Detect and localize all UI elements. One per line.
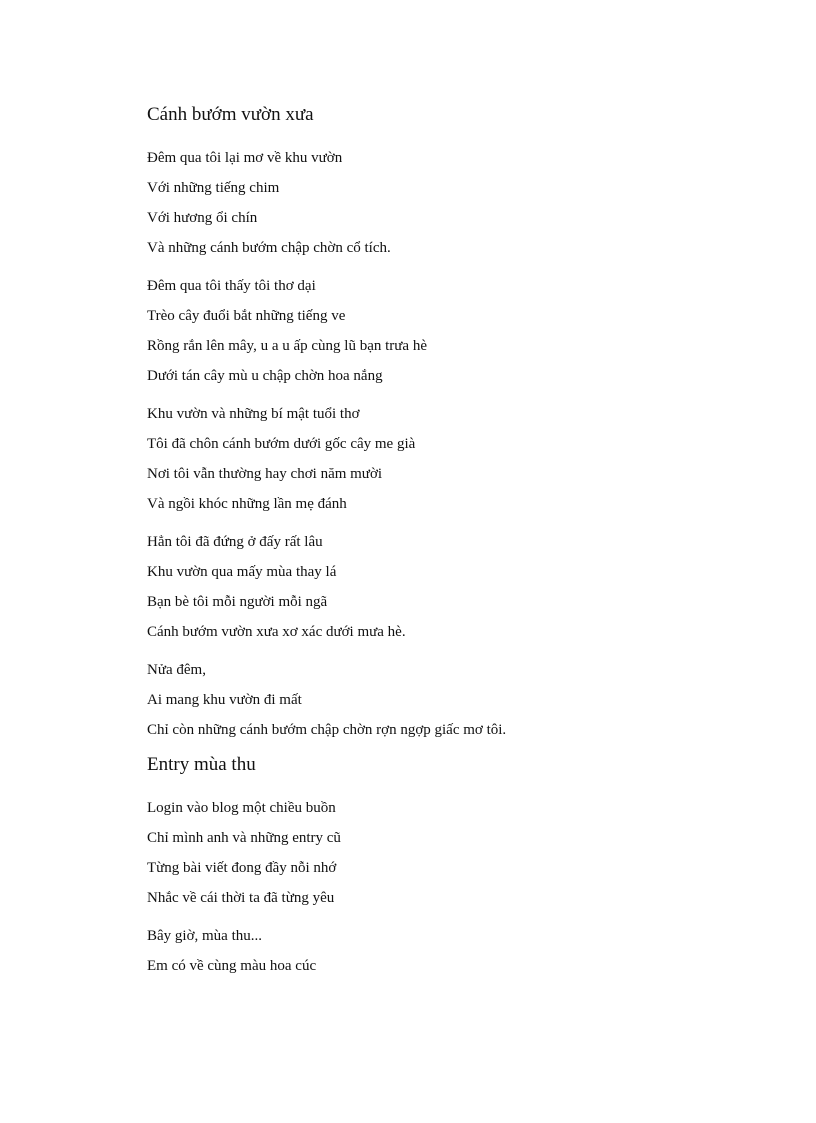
poem-line: Với những tiếng chim — [147, 180, 280, 196]
stanza — [147, 527, 787, 647]
poem-line: Em có về cùng màu hoa cúc — [147, 958, 317, 974]
stanza — [147, 921, 787, 981]
poem-line: Trèo cây đuổi bắt những tiếng ve — [147, 308, 346, 324]
stanza — [147, 143, 787, 263]
poem-line: Cánh bướm vườn xưa xơ xác dưới mưa hè. — [147, 624, 406, 640]
poem-title: Cánh bướm vườn xưa — [147, 104, 314, 125]
poem-line: Đêm qua tôi thấy tôi thơ dại — [147, 278, 316, 294]
poem-line: Khu vườn và những bí mật tuổi thơ — [147, 406, 360, 422]
poem-line: Bạn bè tôi mỗi người mỗi ngã — [147, 594, 328, 610]
poem-line: Rồng rắn lên mây, u a u ấp cùng lũ bạn trưa hè — [147, 338, 427, 354]
poem-line: Khu vườn qua mấy mùa thay lá — [147, 564, 337, 580]
stanza — [147, 399, 787, 519]
poem-line: Nửa đêm, — [147, 662, 206, 678]
poem-line: Và những cánh bướm chập chờn cổ tích. — [147, 240, 391, 256]
stanza — [147, 793, 787, 913]
poem — [147, 103, 787, 753]
poem-title: Entry mùa thu — [147, 754, 256, 775]
poem-line: Từng bài viết đong đầy nỗi nhớ — [147, 860, 337, 876]
poem-line: Login vào blog một chiều buồn — [147, 800, 336, 816]
poem-line: Với hương ổi chín — [147, 210, 258, 226]
poem-line: Và ngồi khóc những lần mẹ đánh — [147, 496, 347, 512]
poem-line: Ai mang khu vườn đi mất — [147, 692, 302, 708]
poem-line: Chỉ còn những cánh bướm chập chờn rợn ngợp giấc mơ tôi. — [147, 722, 507, 738]
poem-line: Nhắc về cái thời ta đã từng yêu — [147, 890, 335, 906]
poem-line: Dưới tán cây mù u chập chờn hoa nắng — [147, 368, 383, 384]
poem-line: Hẳn tôi đã đứng ở đấy rất lâu — [147, 534, 323, 550]
stanza — [147, 655, 787, 745]
poem-line: Đêm qua tôi lại mơ về khu vườn — [147, 150, 343, 166]
stanza — [147, 271, 787, 391]
poem-line: Bây giờ, mùa thu... — [147, 928, 263, 944]
poem-line: Tôi đã chôn cánh bướm dưới gốc cây me già — [147, 436, 416, 452]
poem-line: Nơi tôi vẫn thường hay chơi năm mười — [147, 466, 383, 482]
poem — [147, 753, 787, 989]
poem-line: Chỉ mình anh và những entry cũ — [147, 830, 341, 846]
